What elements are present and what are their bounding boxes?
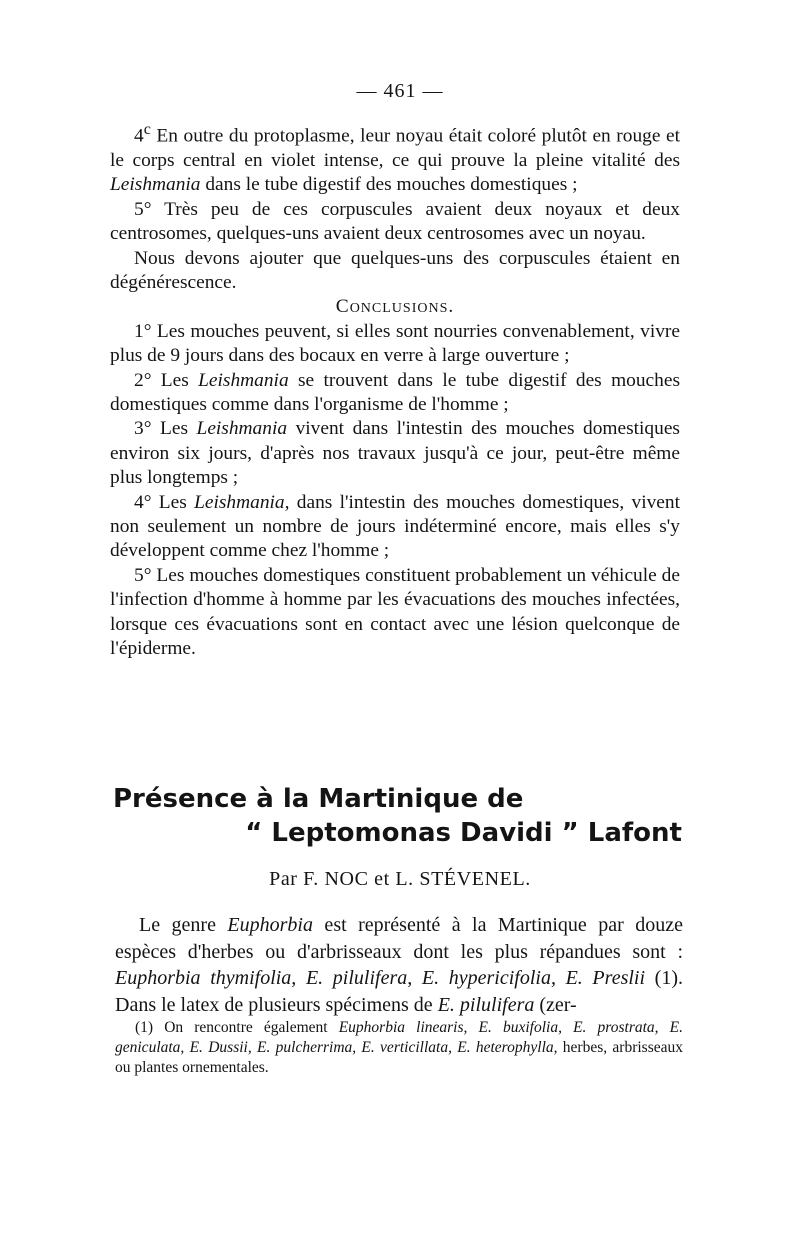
italic-term: Euphorbia — [227, 914, 313, 936]
body-text: (zer- — [534, 993, 577, 1016]
conclusion-text: se trouvent dans le tube digestif des mouches domestiques comme dans l'organisme de l'homme ; — [110, 369, 680, 415]
footnote-text: herbes, arbrisseaux ou plantes ornementales. — [115, 1039, 683, 1076]
italic-term: Leishmania — [196, 418, 288, 440]
conclusion-5: 5° Les mouches domestiques constituent probablement un véhicule de l'infection d'homme à homme par les évacuations des mouches infectées, lorsque ces évacuations sont en contact avec une lésion quelconque de l'épiderme. — [110, 564, 680, 659]
footnote-text: (1) On rencontre également — [135, 1019, 339, 1036]
body-text: (1). Dans le latex de plusieurs spécimens de — [115, 967, 683, 1016]
conclusion-2 — [110, 369, 680, 418]
point-number: 4 — [134, 125, 144, 147]
conclusion-4 — [110, 491, 680, 564]
previous-article-continuation — [110, 118, 680, 661]
conclusion-3 — [110, 417, 680, 490]
footnote — [115, 1018, 683, 1078]
conclusion-text: 3° Les — [134, 418, 197, 440]
article-title-line-2: “ Leptomonas Davidi ” Lafont — [245, 818, 682, 848]
italic-term: E. pilulifera — [437, 993, 535, 1016]
article-authors: Par F. NOC et L. STÉVENEL. — [269, 868, 531, 890]
body-text: Le genre — [139, 914, 228, 936]
italic-term: Leishmania — [198, 369, 289, 391]
point-superscript: c — [143, 121, 151, 138]
article-title-line-1: Présence à la Martinique de — [113, 784, 524, 814]
section-heading-conclusions: Conclusions. — [335, 296, 455, 318]
paragraph-degeneration: Nous devons ajouter que quelques-uns des corpuscules étaient en dégénérescence. — [110, 247, 680, 293]
conclusion-text: 2° Les — [134, 369, 199, 391]
article-body-paragraph — [115, 912, 683, 1018]
italic-species-list: Euphorbia thymifolia, E. pilulifera, E. hypericifolia, E. Preslii — [115, 967, 646, 989]
italic-term: Leishmania — [110, 174, 201, 196]
paragraph-point-5: 5° Très peu de ces corpuscules avaient deux noyaux et deux centrosomes, quelques-uns avaient deux centrosomes avec un noyau. — [110, 198, 680, 245]
conclusion-text: dans l'intestin des mouches domestiques, vivent non seulement un nombre de jours indéterminé encore, mais elles s'y développent comme chez l'homme ; — [110, 491, 680, 562]
body-text: est représenté à la Martinique par douze espèces d'herbes ou d'arbrisseaux dont les plus répandues sont : — [115, 914, 683, 963]
conclusion-text: vivent dans l'intestin des mouches domestiques environ six jours, d'après nos travaux jusqu'à ce jour, peut-être même plus longtemps ; — [110, 418, 680, 489]
paragraph-point-4 — [110, 118, 680, 198]
italic-term: Leishmania, — [194, 491, 290, 513]
paragraph-text: dans le tube digestif des mouches domestiques ; — [200, 174, 578, 196]
page-number: — 461 — — [356, 80, 444, 102]
conclusion-text: 4° Les — [134, 491, 195, 513]
footnote-species-list: Euphorbia linearis, E. buxifolia, E. prostrata, E. geniculata, E. Dussii, E. pulcherrima, E. verticillata, E. heterophylla, — [115, 1019, 684, 1056]
paragraph-text: En outre du protoplasme, leur noyau était coloré plutôt en rouge et le corps central en violet intense, ce qui prouve la pleine vitalité des — [110, 125, 680, 171]
conclusion-1: 1° Les mouches peuvent, si elles sont nourries convenablement, vivre plus de 9 jours dans des bocaux en verre à large ouverture ; — [110, 320, 680, 367]
